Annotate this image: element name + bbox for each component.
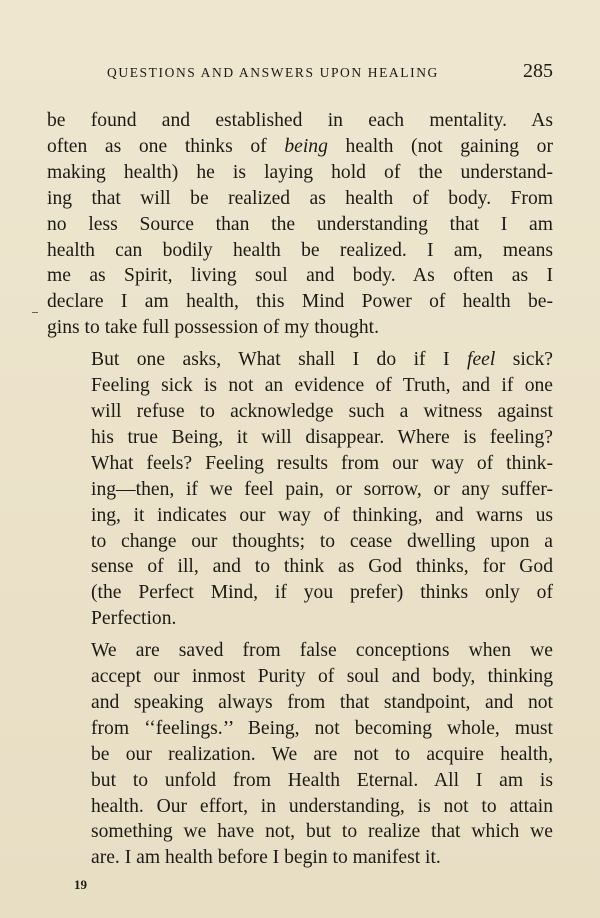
text-line: to change our thoughts; to cease dwelling upon a <box>91 530 553 552</box>
text-line: sense of ill, and to think as God thinks, for God <box>91 556 553 578</box>
text-line: be found and established in each mentality. As <box>47 110 553 131</box>
text-line: ing—then, if we feel pain, or sorrow, or any suffer- <box>91 478 553 500</box>
text-line: no less Source than the understanding that I am <box>47 213 553 235</box>
text-line: often as one thinks of being health (not gaining or <box>47 135 553 157</box>
signature-mark: 19 <box>74 877 87 892</box>
text-line: will refuse to acknowledge such a witness against <box>91 400 553 422</box>
text-line: We are saved from false conceptions when we <box>91 640 553 662</box>
text-line: be our realization. We are not to acquire health, <box>91 743 553 765</box>
text-line: But one asks, What shall I do if I feel sick? <box>91 349 553 371</box>
paragraph <box>47 638 553 871</box>
text-line: from ‘‘feelings.’’ Being, not becoming whole, must <box>91 717 553 739</box>
text-line: What feels? Feeling results from our way of think- <box>91 452 553 474</box>
text-line: and speaking always from that standpoint, and not <box>91 691 553 713</box>
text-line: Feeling sick is not an evidence of Truth, and if one <box>91 375 553 397</box>
text-line: accept our inmost Purity of soul and body, thinking <box>91 666 553 688</box>
text-line: Perfection. <box>91 608 177 630</box>
text-line: health. Our effort, in understanding, is not to attain <box>91 795 553 817</box>
text-line: (the Perfect Mind, if you prefer) thinks only of <box>91 582 553 604</box>
text-line: something we have not, but to realize that which we <box>91 821 553 843</box>
italic-feel: feel <box>467 349 496 371</box>
text-line: are. I am health before I begin to manifest it. <box>91 847 441 869</box>
text-line: his true Being, it will disappear. Where is feeling? <box>91 426 553 448</box>
body-text <box>47 108 553 871</box>
text-line: health can bodily health be realized. I am, means <box>47 239 553 261</box>
text-line: me as Spirit, living soul and body. As often as I <box>47 265 553 287</box>
paragraph <box>47 347 553 632</box>
running-head <box>47 60 557 88</box>
page-number: 285 <box>523 60 553 82</box>
print-speck <box>32 312 38 313</box>
text-line: ing, it indicates our way of thinking, and warns us <box>91 504 553 526</box>
italic-being: being <box>284 135 328 157</box>
paragraph <box>47 108 553 341</box>
text-line: ing that will be realized as health of body. From <box>47 187 553 209</box>
text-line: but to unfold from Health Eternal. All I am is <box>91 769 553 791</box>
running-title: QUESTIONS AND ANSWERS UPON HEALING <box>107 65 439 80</box>
text-line: declare I am health, this Mind Power of health be- <box>47 291 553 313</box>
text-line: gins to take full possession of my thought. <box>47 317 379 339</box>
text-line: making health) he is laying hold of the understand- <box>47 161 553 183</box>
